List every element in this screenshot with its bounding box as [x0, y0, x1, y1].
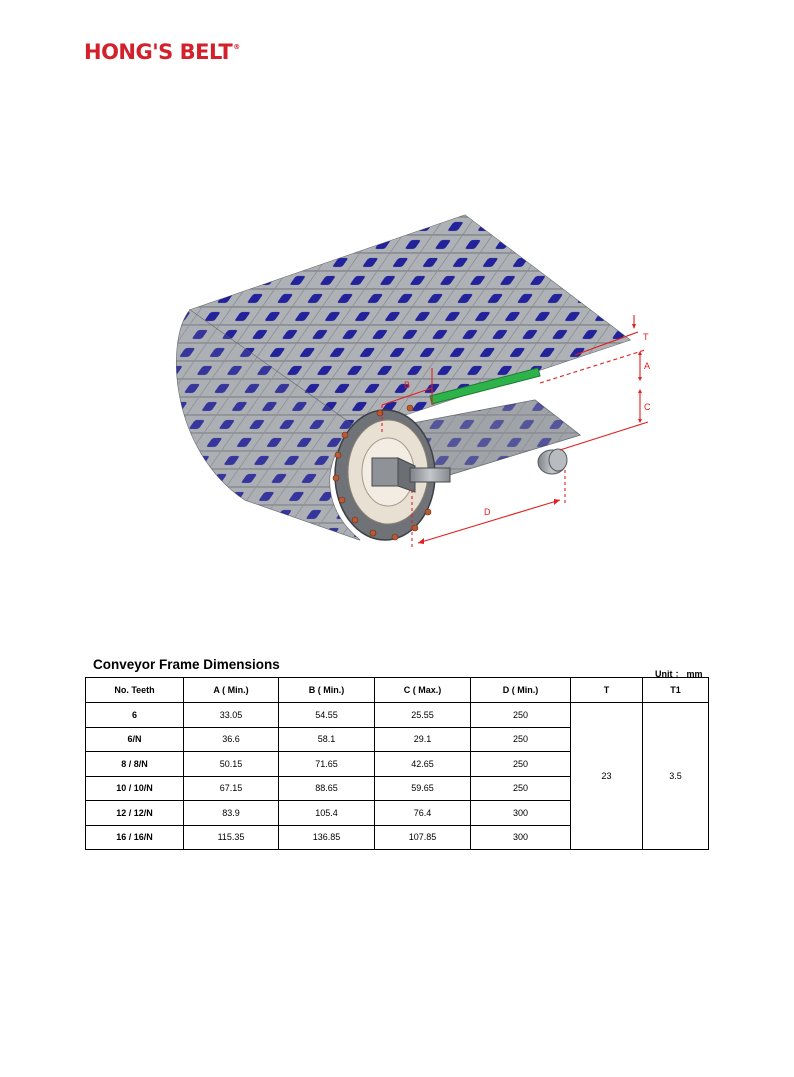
unit-label: Unit ： mm: [655, 669, 703, 679]
label-a: A: [644, 361, 651, 371]
cell-d: 300: [471, 825, 571, 850]
cell-b: 136.85: [279, 825, 375, 850]
table-header-row: [86, 678, 709, 703]
label-c: C: [644, 402, 651, 412]
cell-teeth: 8 / 8/N: [86, 752, 184, 777]
cell-d: 250: [471, 727, 571, 752]
cell-d: 250: [471, 776, 571, 801]
cell-teeth: 12 / 12/N: [86, 801, 184, 826]
cell-teeth: 6/N: [86, 727, 184, 752]
arrow-icon: [418, 538, 424, 544]
arrow-icon: [554, 499, 560, 505]
header-teeth: No. Teeth: [86, 678, 184, 703]
dimensions-table: [85, 677, 709, 850]
cell-teeth: 6: [86, 703, 184, 728]
cell-a: 50.15: [184, 752, 279, 777]
label-d: D: [484, 507, 491, 517]
cell-b: 54.55: [279, 703, 375, 728]
cell-c: 25.55: [375, 703, 471, 728]
header-c: C ( Max.): [375, 678, 471, 703]
idle-roller: [538, 449, 567, 474]
arrow-icon: [632, 324, 636, 329]
header-t1: T1: [643, 678, 709, 703]
cell-b: 71.65: [279, 752, 375, 777]
cell-b: 105.4: [279, 801, 375, 826]
brand-logo: [84, 40, 240, 64]
cell-t1: 3.5: [643, 703, 709, 850]
conveyor-belt-diagram: [160, 200, 660, 570]
cell-a: 115.35: [184, 825, 279, 850]
label-b: B: [404, 380, 411, 390]
cell-a: 67.15: [184, 776, 279, 801]
label-t: T: [643, 332, 649, 342]
header-d: D ( Min.): [471, 678, 571, 703]
cell-c: 76.4: [375, 801, 471, 826]
header-a: A ( Min.): [184, 678, 279, 703]
table-row: [86, 703, 709, 728]
arrow-icon: [638, 389, 642, 393]
arrow-icon: [638, 419, 642, 423]
brand-logo-text: HONG'S BELT: [84, 40, 233, 64]
cell-c: 42.65: [375, 752, 471, 777]
cell-c: 59.65: [375, 776, 471, 801]
cell-c: 107.85: [375, 825, 471, 850]
arrow-icon: [638, 377, 642, 381]
cell-c: 29.1: [375, 727, 471, 752]
cell-d: 250: [471, 703, 571, 728]
cell-d: 250: [471, 752, 571, 777]
cell-a: 36.6: [184, 727, 279, 752]
cell-a: 83.9: [184, 801, 279, 826]
cell-b: 58.1: [279, 727, 375, 752]
cell-d: 300: [471, 801, 571, 826]
cell-a: 33.05: [184, 703, 279, 728]
cell-teeth: 16 / 16/N: [86, 825, 184, 850]
cell-b: 88.65: [279, 776, 375, 801]
header-t: T: [571, 678, 643, 703]
cell-t: 23: [571, 703, 643, 850]
header-b: B ( Min.): [279, 678, 375, 703]
registered-mark: ®: [233, 43, 240, 51]
section-title: Conveyor Frame Dimensions: [93, 657, 280, 672]
cell-teeth: 10 / 10/N: [86, 776, 184, 801]
